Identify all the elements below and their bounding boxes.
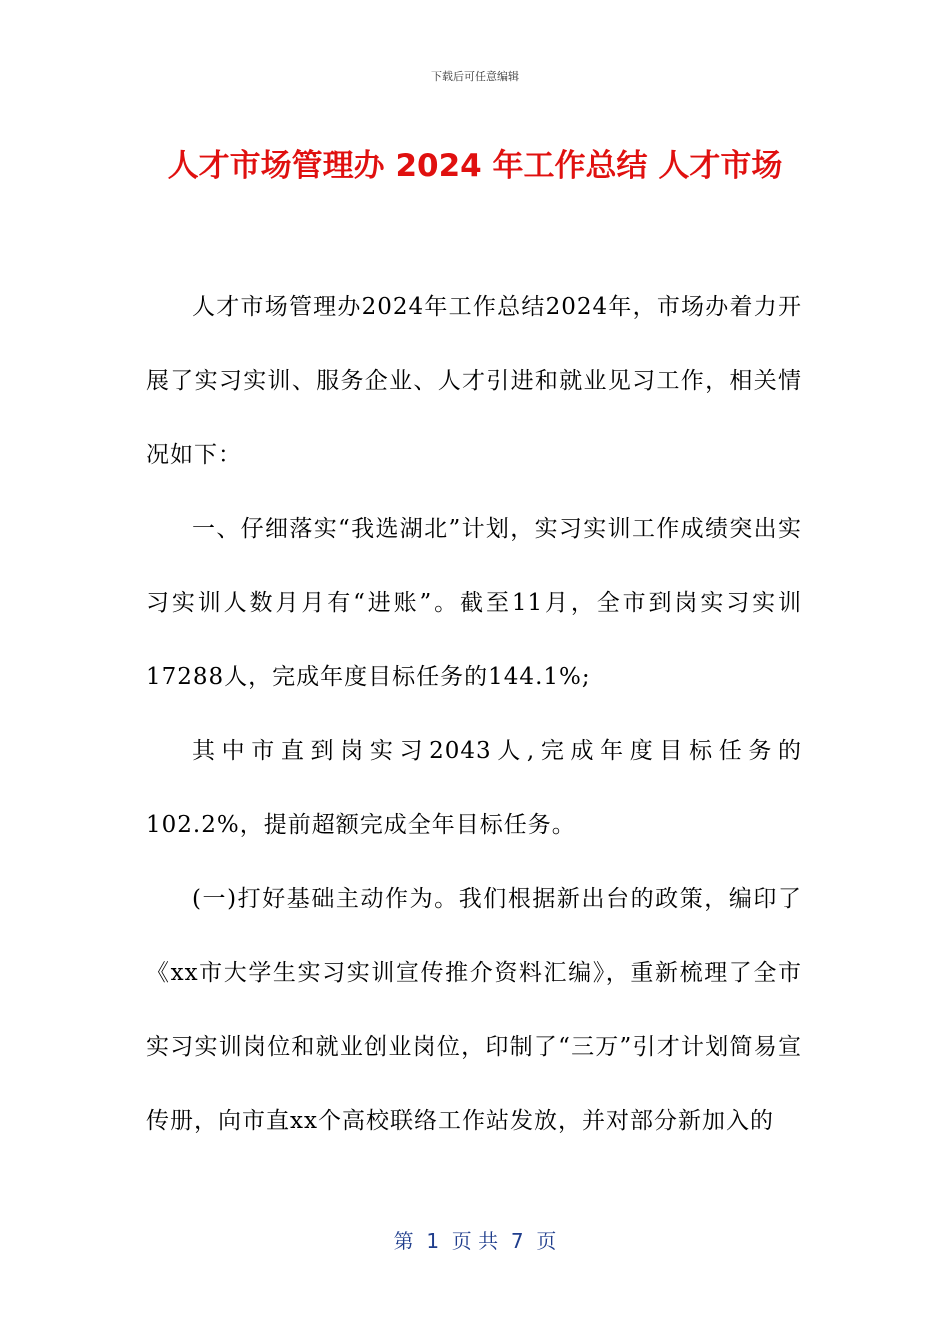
paragraph: 人才市场管理办2024年工作总结2024年，市场办着力开展了实习实训、服务企业、人才引进和就业见习工作，相关情况如下： [146, 294, 802, 468]
header-note: 下载后可任意编辑 [431, 70, 519, 83]
paragraph: (一)打好基础主动作为。我们根据新出台的政策，编印了《xx市大学生实习实训宣传推介资料汇编》，重新梳理了全市实习实训岗位和就业创业岗位，印制了“三万”引才计划简易宣传册，向市直xx个高校联络工作站发放，并对部分新加入的 [146, 886, 802, 1134]
document-title: 人才市场管理办 2024 年工作总结 人才市场 [167, 148, 783, 184]
paragraph: 其中市直到岗实习2043人,完成年度目标任务的102.2%，提前超额完成全年目标任务。 [146, 738, 802, 838]
paragraph: 一、仔细落实“我选湖北”计划，实习实训工作成绩突出实习实训人数月月有“进账”。截至11月，全市到岗实习实训17288人，完成年度目标任务的144.1%; [146, 516, 802, 690]
page-number-footer: 第 1 页 共 7 页 [393, 1229, 557, 1253]
document-body [146, 270, 802, 1158]
